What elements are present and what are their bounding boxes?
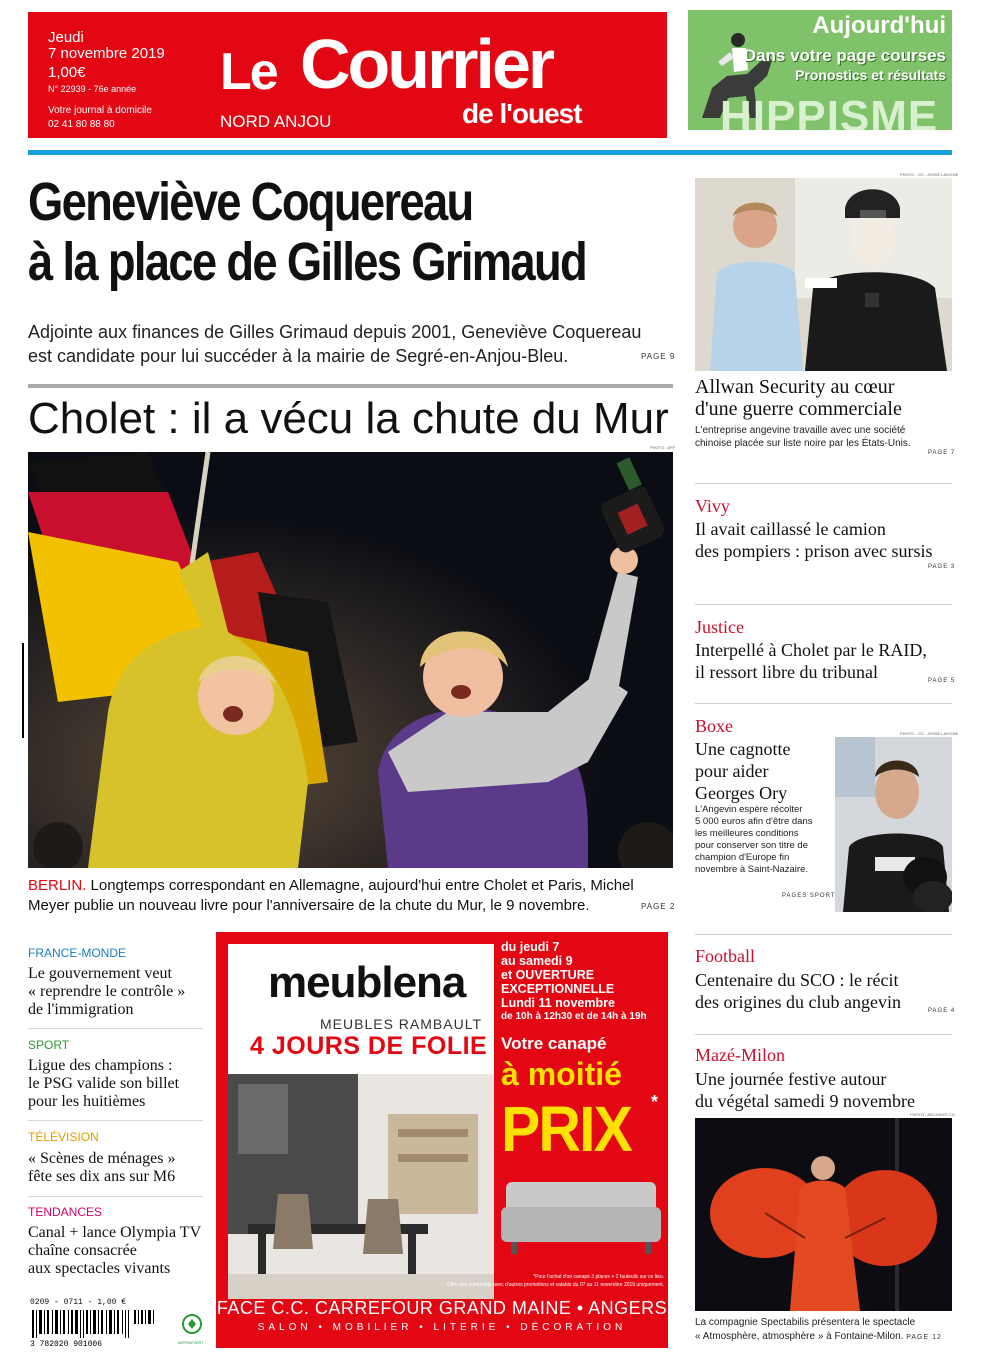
sport-line2: le PSG valide son billet <box>28 1075 180 1092</box>
right-divider <box>695 604 952 605</box>
television-kicker: TÉLÉVISION <box>28 1130 99 1144</box>
vivy-headline-line2: des pompiers : prison avec sursis <box>695 541 933 561</box>
feature-caption <box>28 876 678 916</box>
promo-line1: Dans votre page courses <box>743 46 946 65</box>
vivy-headline-line1: Il avait caillassé le camion <box>695 519 886 539</box>
ad-offer-line2: à moitié <box>501 1056 622 1092</box>
logo-courrier: Courrier <box>300 25 553 103</box>
maze-headline-line1: Une journée festive autour <box>695 1069 887 1089</box>
left-divider <box>28 1120 203 1121</box>
boxe-summary-line2: 5 000 euros afin d'être dans <box>695 816 813 827</box>
lead-page-ref[interactable]: PAGE 9 <box>641 352 676 361</box>
barcode-icon <box>28 1300 178 1348</box>
imprim-vert-logo <box>178 1312 206 1348</box>
boxe-summary-line5: champion d'Europe fin <box>695 852 790 863</box>
left-divider <box>28 1196 203 1197</box>
boxe-summary-line4: pour conserver son titre de <box>695 840 809 851</box>
france-monde-brief[interactable] <box>28 965 208 1019</box>
ad-dates <box>501 940 666 1024</box>
ad-offer-prix: PRIX <box>501 1093 632 1165</box>
berlin-wall-photo[interactable] <box>28 452 673 868</box>
ad-dates-line2: au samedi 9 <box>501 954 573 968</box>
france-monde-line3: de l'immigration <box>28 1001 134 1018</box>
tendances-line3: aux spectacles vivants <box>28 1260 171 1277</box>
hippisme-promo[interactable] <box>688 10 952 130</box>
ad-address: FACE C.C. CARREFOUR GRAND MAINE • ANGERS <box>216 1298 668 1318</box>
football-headline-line2: des origines du club angevin <box>695 992 901 1012</box>
television-brief[interactable] <box>28 1150 208 1186</box>
tendances-kicker: TENDANCES <box>28 1205 103 1219</box>
vivy-headline[interactable] <box>695 518 955 562</box>
ad-fine-print-2: Offre non cumulable avec d'autres promotions et valable du 07 au 11 novembre 2019 uniquement. <box>446 1282 664 1288</box>
sport-line3: pour les huitièmes <box>28 1093 146 1110</box>
logo-le: Le <box>220 43 277 101</box>
logo-de-l-ouest: de l'ouest <box>462 98 582 129</box>
lead-headline-line1: Geneviève Coquereau <box>28 172 473 232</box>
ad-fine-print-1: *Pour l'achat d'un canapé 3 places + 2 fauteuils sur ce lieu. <box>533 1274 664 1280</box>
ad-categories: SALON • MOBILIER • LITERIE • DÉCORATION <box>257 1322 627 1333</box>
football-page-ref[interactable]: PAGE 4 <box>928 1008 956 1014</box>
issue-day: Jeudi <box>48 29 84 46</box>
subscription-service <box>48 104 152 132</box>
boxer-photo[interactable] <box>835 737 952 912</box>
maze-page-ref[interactable]: PAGE 12 <box>906 1334 942 1341</box>
football-kicker: Football <box>695 946 756 966</box>
boxe-page-ref[interactable]: PAGES SPORT <box>782 893 836 899</box>
tendances-line1: Canal + lance Olympia TV <box>28 1224 202 1241</box>
allwan-photo-credit: PHOTO : CO - JOSSE LAVIGNE <box>900 172 959 177</box>
boxe-summary <box>695 804 831 876</box>
justice-headline-line1: Interpellé à Cholet par le RAID, <box>695 640 927 660</box>
boxe-photo-credit: PHOTO : CO - JOSSE LAVIGNE <box>900 731 959 736</box>
promo-section: HIPPISME <box>720 92 939 130</box>
maze-kicker: Mazé-Milon <box>695 1045 785 1065</box>
television-line2: fête ses dix ans sur M6 <box>28 1168 176 1185</box>
allwan-summary <box>695 425 955 450</box>
service-phone: 02 41 80 88 80 <box>48 119 115 130</box>
ad-brand: meublena <box>268 958 466 1007</box>
france-monde-line2: « reprendre le contrôle » <box>28 983 186 1000</box>
boxer-illustration <box>835 737 952 912</box>
boxe-summary-line1: L'Angevin espère récolter <box>695 804 803 815</box>
france-monde-line1: Le gouvernement veut <box>28 965 172 982</box>
maze-headline-line2: du végétal samedi 9 novembre <box>695 1091 915 1111</box>
issue-number: N° 22939 - 76e année <box>48 84 137 94</box>
lead-standfirst-line2: est candidate pour lui succéder à la mairie de Segré-en-Anjou-Bleu. <box>28 346 569 366</box>
edition-name: NORD ANJOU <box>220 112 332 131</box>
ad-dates-line1: du jeudi 7 <box>501 940 560 954</box>
feature-page-ref[interactable]: PAGE 2 <box>641 902 676 911</box>
allwan-summary-line2: chinoise placée sur liste noire par les États-Unis. <box>695 437 911 449</box>
section-divider <box>28 384 673 388</box>
france-monde-kicker: FRANCE-MONDE <box>28 946 126 960</box>
football-headline[interactable] <box>695 969 955 1013</box>
justice-kicker: Justice <box>695 617 744 637</box>
boxe-headline-line2: pour aider <box>695 761 769 781</box>
barcode-digits: 3 782020 901006 <box>30 1340 103 1348</box>
television-line1: « Scènes de ménages » <box>28 1150 176 1167</box>
lead-headline[interactable] <box>28 172 587 292</box>
maze-headline[interactable] <box>695 1068 955 1112</box>
boxe-summary-line6: novembre à Saint-Nazaire. <box>695 864 808 875</box>
promo-line2: Pronostics et résultats <box>795 67 946 83</box>
caption-line2: Meyer publie un nouveau livre pour l'anniversaire de la chute du Mur, le 9 novembre. <box>28 897 590 914</box>
sofa-illustration <box>501 1162 661 1262</box>
issue-price: 1,00€ <box>48 64 86 81</box>
issue-date-text: 7 novembre 2019 <box>48 45 165 62</box>
football-headline-line1: Centenaire du SCO : le récit <box>695 970 899 990</box>
masthead <box>28 12 667 138</box>
ad-brand-sub: MEUBLES RAMBAULT <box>320 1016 482 1032</box>
umbrella-performer-illustration <box>695 1118 952 1311</box>
justice-page-ref[interactable]: PAGE 5 <box>928 678 956 684</box>
ad-dates-line4: EXCEPTIONNELLE <box>501 982 615 996</box>
feature-photo-credit: PHOTO : AFP <box>650 445 676 450</box>
justice-headline[interactable] <box>695 639 955 683</box>
lead-standfirst-line1: Adjointe aux finances de Gilles Grimaud depuis 2001, Geneviève Coquereau <box>28 322 642 342</box>
vivy-page-ref[interactable]: PAGE 3 <box>928 564 956 570</box>
feature-headline[interactable]: Cholet : il a vécu la chute du Mur <box>28 394 669 443</box>
boxe-headline-line3: Georges Ory <box>695 783 788 803</box>
vivy-kicker: Vivy <box>695 496 730 516</box>
ad-dates-line5: Lundi 11 novembre <box>501 996 615 1010</box>
ad-dates-line3: et OUVERTURE <box>501 968 595 982</box>
dining-room-illustration <box>228 1074 494 1299</box>
ad-asterisk: * <box>651 1092 659 1112</box>
caption-city: BERLIN. <box>28 877 87 894</box>
boxe-headline[interactable] <box>695 738 835 804</box>
caption-line1: Longtemps correspondant en Allemagne, aujourd'hui entre Cholet et Paris, Michel <box>90 877 634 894</box>
allwan-headline-line2: d'une guerre commerciale <box>695 398 902 420</box>
maze-photo-credit: PHOTO : ARCHIVES CO <box>910 1112 955 1117</box>
lead-standfirst <box>28 320 648 368</box>
allwan-page-ref[interactable]: PAGE 7 <box>928 450 956 456</box>
boxe-kicker: Boxe <box>695 716 733 736</box>
justice-headline-line2: il ressort libre du tribunal <box>695 662 878 682</box>
ad-panel <box>228 944 494 1299</box>
maze-caption <box>695 1316 957 1345</box>
boxe-headline-line1: Une cagnotte <box>695 739 791 759</box>
ad-dates-line6: de 10h à 12h30 et de 14h à 19h <box>501 1011 647 1022</box>
margin-mark <box>22 643 24 738</box>
sport-brief[interactable] <box>28 1057 208 1111</box>
tendances-brief[interactable] <box>28 1224 208 1278</box>
ad-headline: 4 JOURS DE FOLIE <box>250 1032 488 1060</box>
barcode-label: 0209 - 0711 - 1,00 € <box>30 1298 127 1307</box>
allwan-headline[interactable] <box>695 376 955 420</box>
service-label: Votre journal à domicile <box>48 105 152 116</box>
tendances-line2: chaîne consacrée <box>28 1242 137 1259</box>
sport-line1: Ligue des champions : <box>28 1057 173 1074</box>
allwan-photo[interactable] <box>695 178 952 371</box>
spectabilis-photo[interactable] <box>695 1118 952 1311</box>
ad-offer-line1: Votre canapé <box>501 1034 607 1053</box>
imprim-vert-label: IMPRIM'VERT <box>178 1340 204 1345</box>
maze-caption-line1: La compagnie Spectabilis présentera le spectacle <box>695 1317 916 1328</box>
right-divider <box>695 934 952 935</box>
right-divider <box>695 483 952 484</box>
allwan-summary-line1: L'entreprise angevine travaille avec une société <box>695 425 906 436</box>
sport-kicker: SPORT <box>28 1038 70 1052</box>
berlin-celebration-illustration <box>28 452 673 868</box>
right-divider <box>695 703 952 704</box>
maze-caption-line2: « Atmosphère, atmosphère » à Fontaine-Milon. <box>695 1331 904 1342</box>
police-uniform-illustration <box>695 178 952 371</box>
allwan-headline-line1: Allwan Security au cœur <box>695 376 895 398</box>
lead-headline-line2: à la place de Gilles Grimaud <box>28 232 587 292</box>
left-divider <box>28 1028 203 1029</box>
header-divider <box>28 150 952 155</box>
boxe-summary-line3: les meilleures conditions <box>695 828 799 839</box>
promo-kicker: Aujourd'hui <box>812 12 946 39</box>
right-divider <box>695 1034 952 1035</box>
meublena-ad[interactable] <box>216 932 668 1348</box>
issue-date <box>48 30 165 62</box>
